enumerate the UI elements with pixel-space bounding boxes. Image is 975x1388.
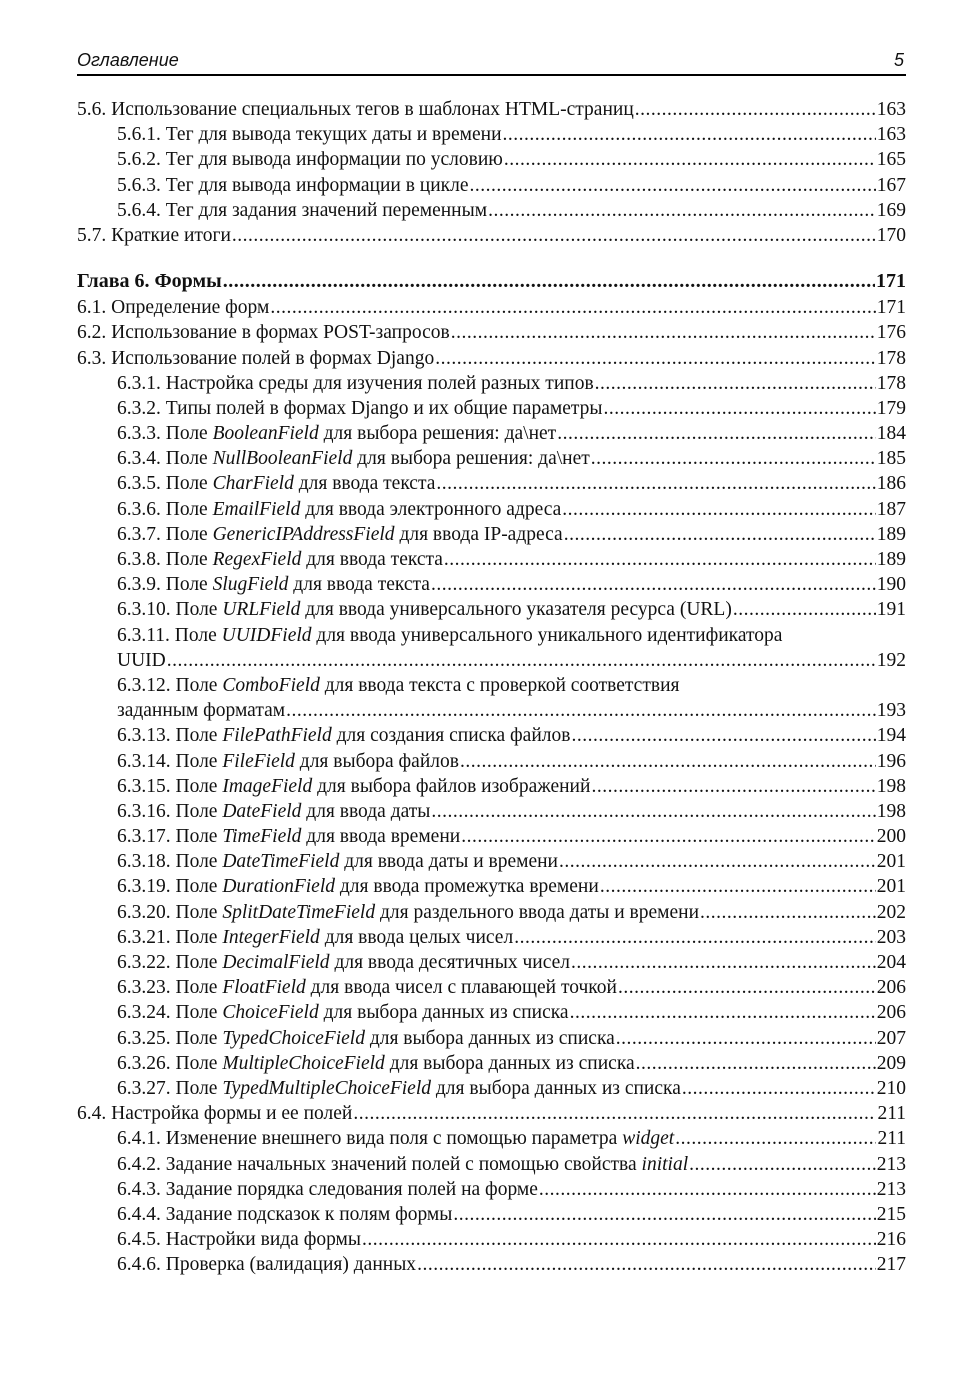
toc-entry-text: 6.3.22. Поле <box>117 952 223 973</box>
toc-entry-text: 6.3.11. Поле <box>117 624 222 646</box>
toc-entry-field-name: TimeField <box>222 826 302 848</box>
dot-leader <box>636 1051 876 1076</box>
toc-entry-text-suffix: для ввода даты и времени <box>339 851 558 873</box>
toc-entry-title <box>117 925 513 950</box>
toc-entry <box>77 1202 906 1227</box>
toc-entry-text: 6.3.18. Поле <box>117 851 223 873</box>
dot-leader <box>417 1252 876 1277</box>
header-page-number: 5 <box>893 50 904 70</box>
toc-entry-title <box>117 1227 361 1252</box>
toc-entry-title <box>117 147 503 172</box>
toc-entry-continuation <box>77 648 906 673</box>
toc-page-number: 203 <box>876 926 906 948</box>
toc-entry-text-suffix: для выбора данных из списка <box>318 1002 569 1024</box>
toc-page-number: 187 <box>876 498 906 520</box>
toc-page-number: 210 <box>876 1077 906 1099</box>
toc-entry <box>77 900 906 925</box>
dot-leader <box>571 723 875 748</box>
toc-entry-title <box>117 1026 615 1051</box>
toc-entry-title <box>117 1177 538 1202</box>
toc-entry-text: 6.3.8. Поле <box>117 549 213 570</box>
toc-page-number: 216 <box>876 1229 906 1251</box>
toc-entry-field-name: DateField <box>222 800 302 822</box>
toc-entry-title <box>77 346 434 371</box>
dot-leader <box>571 950 876 975</box>
toc-page-number: 186 <box>876 473 906 495</box>
toc-page-number: 165 <box>876 149 906 171</box>
toc-entry <box>77 925 906 950</box>
toc-entry-field-name: MultipleChoiceField <box>222 1052 385 1074</box>
toc-page-number: 192 <box>876 649 906 671</box>
toc-entry-title <box>117 572 430 597</box>
toc-entry-title <box>117 673 679 698</box>
toc-entry-text: 6.3.23. Поле <box>117 977 223 999</box>
toc-entry-text-suffix: для ввода чисел с плавающей точкой <box>305 977 617 999</box>
dot-leader <box>603 396 875 421</box>
dot-leader <box>591 446 876 471</box>
toc-entry-text-suffix: для ввода электронного адреса <box>300 498 562 520</box>
toc-entry-field-name: RegexField <box>212 549 302 570</box>
toc-entry-text-suffix: для ввода целых чисел <box>319 926 514 948</box>
toc-entry-text: 6.3.3. Поле <box>117 423 213 445</box>
toc-entry-text-suffix: для выбора данных из списка <box>364 1027 615 1049</box>
toc-entry <box>77 1177 906 1202</box>
toc-entry-text: 6.1. Определение форм <box>77 297 270 319</box>
dot-leader <box>616 1026 876 1051</box>
toc-entry-text: 6.3.1. Настройка среды для изучения полей разных типов <box>117 372 594 394</box>
toc-entry-title <box>117 774 590 799</box>
toc-entry <box>77 1152 906 1177</box>
dot-leader <box>559 849 876 874</box>
dot-leader <box>562 497 875 522</box>
toc-entry-text: 5.7. Краткие итоги <box>77 224 231 246</box>
toc-entry-text: 6.3.26. Поле <box>117 1052 223 1074</box>
toc-entry-field-name: FloatField <box>222 977 306 999</box>
toc-entry-title <box>117 547 443 572</box>
toc-entry-title <box>77 223 231 248</box>
toc-entry-field-name: URLField <box>222 599 301 621</box>
toc-entry <box>77 122 906 147</box>
dot-leader <box>595 371 876 396</box>
toc-page-number: 207 <box>876 1027 906 1049</box>
toc-entry-text: 6.2. Использование в формах POST-запросов <box>77 322 450 344</box>
toc-entry-text: 5.6.4. Тег для задания значений переменным <box>117 199 488 221</box>
dot-leader <box>431 799 875 824</box>
dot-leader <box>362 1227 876 1252</box>
dot-leader <box>460 749 876 774</box>
toc-entry-text-suffix: для ввода текста <box>293 473 436 495</box>
dot-leader <box>591 774 875 799</box>
toc-entry-text: 6.3.4. Поле <box>117 448 213 470</box>
toc-entry-text: 6.4.5. Настройки вида формы <box>117 1229 361 1251</box>
toc-entry-title <box>77 97 634 122</box>
toc-entry-title <box>117 471 435 496</box>
toc-entry-text-suffix: для ввода универсального уникального идентификатора <box>311 624 783 646</box>
toc-entry-text: 5.6.2. Тег для вывода информации по условию <box>117 149 503 171</box>
dot-leader <box>436 471 875 496</box>
toc-entry-text: 6.4.2. Задание начальных значений полей с помощью свойства <box>117 1153 642 1175</box>
toc-entry-title <box>117 824 460 849</box>
toc-entry <box>77 147 906 172</box>
toc-entry-text: 6.3.2. Типы полей в формах Django и их общие параметры <box>117 397 603 419</box>
dot-leader <box>488 198 876 223</box>
toc-page-number: 190 <box>876 574 906 596</box>
toc-entry <box>77 497 906 522</box>
header-title: Оглавление <box>77 50 179 70</box>
toc-entry-title <box>117 421 556 446</box>
toc-entry <box>77 950 906 975</box>
toc-entry-text: 6.3.6. Поле <box>117 498 213 520</box>
toc-entry-text-suffix: для ввода десятичных чисел <box>329 952 570 973</box>
toc-entry-text: 6.3. Использование полей в формах Django <box>77 347 435 369</box>
toc-page-number: 215 <box>876 1203 906 1225</box>
toc-entry <box>77 799 906 824</box>
toc-page-number: 191 <box>876 599 906 621</box>
toc-entry <box>77 295 906 320</box>
toc-entry-text-suffix: для ввода текста <box>301 549 443 570</box>
toc-entry-field-name: TypedMultipleChoiceField <box>222 1077 432 1099</box>
dot-leader <box>635 97 876 122</box>
toc-entry-title <box>77 320 450 345</box>
dot-leader <box>286 698 876 723</box>
toc-entry-title <box>117 1051 635 1076</box>
toc-entry <box>77 623 906 648</box>
toc-entry <box>77 749 906 774</box>
toc-entry-title <box>117 1000 569 1025</box>
toc-page-number: 198 <box>876 800 906 822</box>
dot-leader <box>431 572 876 597</box>
toc-entry <box>77 471 906 496</box>
toc-page-number: 171 <box>876 297 906 319</box>
toc-page-number: 184 <box>876 423 906 445</box>
toc-entry-title <box>117 1202 452 1227</box>
toc-entry-text-suffix: для раздельного ввода даты и времени <box>375 901 700 923</box>
toc-entry-field-name: SlugField <box>212 574 289 596</box>
toc-entry-continuation-text: UUID <box>117 649 166 671</box>
dot-leader <box>682 1076 876 1101</box>
toc-entry-text-suffix: для ввода промежутка времени <box>335 876 599 898</box>
dot-leader <box>435 346 876 371</box>
toc-entry <box>77 421 906 446</box>
toc-page-number: 170 <box>876 224 906 246</box>
toc-entry-field-name: EmailField <box>212 498 301 520</box>
dot-leader <box>689 1152 876 1177</box>
toc-entry <box>77 371 906 396</box>
table-of-contents <box>77 97 906 1277</box>
dot-leader <box>167 648 876 673</box>
toc-page-number: 189 <box>876 549 906 570</box>
dot-leader <box>675 1126 876 1151</box>
toc-page-number: 200 <box>876 826 906 848</box>
toc-entry-text: 6.3.25. Поле <box>117 1027 223 1049</box>
toc-entry-field-name: UUIDField <box>221 624 312 646</box>
toc-page-number: 163 <box>876 124 906 146</box>
toc-page-number: 206 <box>876 1002 906 1024</box>
toc-entry-title <box>117 723 570 748</box>
toc-entry-title <box>117 522 563 547</box>
toc-entry-title <box>117 198 487 223</box>
toc-entry-field-name: ChoiceField <box>222 1002 319 1024</box>
toc-entry-field-name: NullBooleanField <box>212 448 353 470</box>
toc-entry <box>77 874 906 899</box>
toc-page-number: 194 <box>876 725 906 747</box>
toc-entry <box>77 1051 906 1076</box>
dot-leader <box>557 421 876 446</box>
toc-page-number: 204 <box>876 952 906 973</box>
toc-page-number: 213 <box>876 1153 906 1175</box>
toc-entry-text: 6.3.5. Поле <box>117 473 213 495</box>
toc-entry-text-suffix: для выбора данных из списка <box>431 1077 681 1099</box>
toc-page-number: 189 <box>876 523 906 545</box>
toc-entry-title <box>117 749 459 774</box>
toc-entry-title <box>117 874 599 899</box>
toc-entry-text: 6.3.21. Поле <box>117 926 223 948</box>
toc-page-number: 211 <box>877 1128 906 1150</box>
toc-entry-text-suffix: для ввода текста <box>288 574 430 596</box>
toc-entry-text-suffix: для выбора решения: да\нет <box>318 423 557 445</box>
toc-entry-text-suffix: для создания списка файлов <box>331 725 571 747</box>
toc-entry-text: 6.3.10. Поле <box>117 599 223 621</box>
toc-entry-text: 5.6.1. Тег для вывода текущих даты и времени <box>117 124 502 146</box>
toc-entry <box>77 824 906 849</box>
dot-leader <box>270 295 875 320</box>
toc-entry-text: 6.4.4. Задание подсказок к полям формы <box>117 1203 453 1225</box>
toc-entry-field-name: FilePathField <box>222 725 332 747</box>
dot-leader <box>564 522 876 547</box>
toc-entry-text-suffix: для ввода даты <box>301 800 431 822</box>
toc-entry-title <box>77 267 222 295</box>
toc-entry-field-name: ImageField <box>222 775 313 797</box>
toc-entry <box>77 173 906 198</box>
toc-entry-title <box>117 799 430 824</box>
dot-leader <box>618 975 876 1000</box>
toc-page-number: 167 <box>876 174 906 196</box>
dot-leader <box>353 1101 876 1126</box>
toc-entry-text-suffix: для ввода универсального указателя ресурса (URL) <box>300 599 732 621</box>
toc-entry-text-suffix: для ввода IP-адреса <box>394 523 563 545</box>
toc-entry-text-suffix: для ввода текста с проверкой соответствия <box>319 674 680 696</box>
toc-entry-text: 6.3.24. Поле <box>117 1002 223 1024</box>
toc-entry-title <box>117 849 558 874</box>
toc-entry-field-name: SplitDateTimeField <box>222 901 376 923</box>
toc-entry-text-suffix: для выбора файлов изображений <box>312 775 591 797</box>
toc-entry-field-name: ComboField <box>222 674 320 696</box>
toc-entry-text: 6.3.27. Поле <box>117 1077 223 1099</box>
dot-leader <box>539 1177 876 1202</box>
toc-entry-text: Глава 6. Формы <box>77 270 222 293</box>
toc-entry-text: 6.3.12. Поле <box>117 674 223 696</box>
toc-page-number: 211 <box>877 1103 906 1125</box>
toc-page-number: 198 <box>876 775 906 797</box>
toc-entry-field-name: DurationField <box>222 876 336 898</box>
toc-entry <box>77 774 906 799</box>
toc-page-number: 209 <box>876 1052 906 1074</box>
toc-entry-field-name: GenericIPAddressField <box>212 523 395 545</box>
toc-entry-title <box>117 950 570 975</box>
toc-page-number: 169 <box>876 199 906 221</box>
dot-leader <box>461 824 876 849</box>
toc-entry <box>77 673 906 698</box>
toc-page-number: 185 <box>876 448 906 470</box>
dot-leader <box>600 874 876 899</box>
toc-entry-title <box>117 173 469 198</box>
toc-entry-title <box>117 1152 688 1177</box>
dot-leader <box>570 1000 876 1025</box>
toc-entry-title <box>77 1101 352 1126</box>
toc-entry <box>77 396 906 421</box>
toc-entry <box>77 446 906 471</box>
toc-page-number: 178 <box>876 372 906 394</box>
running-header <box>77 48 906 76</box>
dot-leader <box>700 900 876 925</box>
toc-entry-text: 6.3.14. Поле <box>117 750 223 772</box>
toc-entry-text-suffix: для выбора решения: да\нет <box>352 448 590 470</box>
toc-page-number: 201 <box>876 851 906 873</box>
toc-entry <box>77 97 906 122</box>
toc-entry-title <box>77 295 269 320</box>
toc-entry <box>77 522 906 547</box>
dot-leader <box>504 147 876 172</box>
dot-leader <box>503 122 876 147</box>
toc-page-number: 196 <box>876 750 906 772</box>
toc-entry-field-name: TypedChoiceField <box>222 1027 365 1049</box>
toc-entry <box>77 198 906 223</box>
dot-leader <box>451 320 876 345</box>
toc-page-number: 171 <box>876 270 906 293</box>
dot-leader <box>444 547 876 572</box>
toc-page-number: 213 <box>876 1178 906 1200</box>
dot-leader <box>223 267 875 295</box>
toc-entry-text: 6.3.19. Поле <box>117 876 223 898</box>
dot-leader <box>733 597 876 622</box>
toc-entry-text: 6.4. Настройка формы и ее полей <box>77 1103 353 1125</box>
toc-entry-text: 6.3.9. Поле <box>117 574 213 596</box>
toc-entry-text: 6.3.13. Поле <box>117 725 223 747</box>
dot-leader <box>514 925 876 950</box>
toc-page-number: 206 <box>876 977 906 999</box>
toc-entry-text-suffix: для ввода времени <box>301 826 461 848</box>
toc-entry-title <box>117 1076 681 1101</box>
toc-entry-text: 5.6.3. Тег для вывода информации в цикле <box>117 174 469 196</box>
toc-entry <box>77 572 906 597</box>
toc-page-number: 193 <box>876 700 906 722</box>
toc-entry-title <box>117 1126 674 1151</box>
dot-leader <box>470 173 876 198</box>
toc-entry <box>77 320 906 345</box>
toc-entry-field-name: IntegerField <box>222 926 320 948</box>
toc-page-number: 217 <box>876 1254 906 1276</box>
toc-entry-title <box>117 122 502 147</box>
toc-entry-text-suffix: для выбора файлов <box>294 750 459 772</box>
toc-entry-title <box>117 623 782 648</box>
toc-entry-title <box>117 396 602 421</box>
toc-entry <box>77 1252 906 1277</box>
toc-entry <box>77 1227 906 1252</box>
toc-entry <box>77 723 906 748</box>
toc-entry-text-suffix: для выбора данных из списка <box>384 1052 635 1074</box>
toc-entry-field-name: BooleanField <box>212 423 319 445</box>
toc-entry-text: 6.3.15. Поле <box>117 775 223 797</box>
toc-entry <box>77 1026 906 1051</box>
toc-entry <box>77 1101 906 1126</box>
toc-entry-field-name: DateTimeField <box>222 851 340 873</box>
toc-entry-continuation <box>77 698 906 723</box>
toc-entry <box>77 547 906 572</box>
toc-entry-text: 6.3.16. Поле <box>117 800 223 822</box>
toc-entry-title <box>117 900 699 925</box>
toc-entry <box>77 1126 906 1151</box>
toc-entry-title <box>117 597 732 622</box>
toc-entry-continuation-text: заданным форматам <box>117 700 286 722</box>
toc-page-number: 176 <box>876 322 906 344</box>
toc-entry <box>77 975 906 1000</box>
toc-entry-title <box>117 975 617 1000</box>
toc-entry-field-name: initial <box>641 1153 689 1175</box>
toc-entry-text: 6.4.1. Изменение внешнего вида поля с помощью параметра <box>117 1128 623 1150</box>
toc-entry-field-name: FileField <box>222 750 295 772</box>
toc-entry-title <box>117 1252 416 1277</box>
toc-entry-field-name: widget <box>622 1128 675 1150</box>
toc-entry-field-name: CharField <box>212 473 294 495</box>
toc-entry-title <box>117 497 561 522</box>
toc-entry <box>77 346 906 371</box>
toc-entry-text: 5.6. Использование специальных тегов в шаблонах HTML-страниц <box>77 99 634 120</box>
toc-page-number: 179 <box>876 397 906 419</box>
toc-entry-text: 6.4.3. Задание порядка следования полей на форме <box>117 1178 538 1200</box>
toc-page-number: 163 <box>876 99 906 120</box>
toc-entry-text: 6.4.6. Проверка (валидация) данных <box>117 1254 417 1276</box>
toc-entry-text: 6.3.17. Поле <box>117 826 223 848</box>
toc-entry <box>77 597 906 622</box>
toc-page-number: 202 <box>876 901 906 923</box>
toc-entry-field-name: DecimalField <box>222 952 330 973</box>
toc-entry <box>77 849 906 874</box>
toc-entry-text: 6.3.20. Поле <box>117 901 223 923</box>
toc-entry-title <box>117 371 594 396</box>
toc-page-number: 201 <box>876 876 906 898</box>
toc-entry <box>77 1000 906 1025</box>
dot-leader <box>232 223 876 248</box>
toc-entry-text: 6.3.7. Поле <box>117 523 213 545</box>
toc-chapter-entry <box>77 267 906 295</box>
toc-entry-title <box>117 446 590 471</box>
toc-entry <box>77 1076 906 1101</box>
dot-leader <box>453 1202 875 1227</box>
toc-entry <box>77 223 906 248</box>
toc-page-number: 178 <box>876 347 906 369</box>
